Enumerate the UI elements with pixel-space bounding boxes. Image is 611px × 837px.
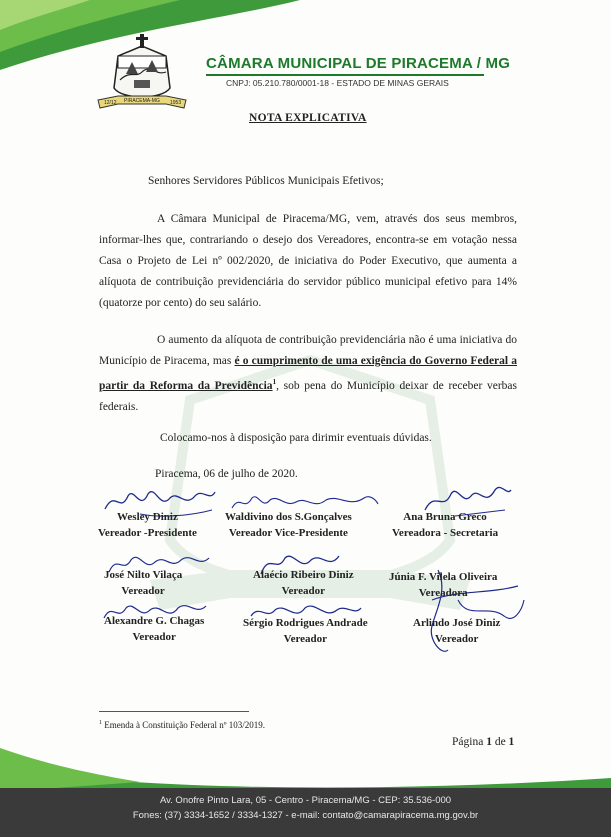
paragraph-1-text: A Câmara Municipal de Piracema/MG, vem, através dos seus membros, informar-lhes que, contrariando o desejo dos Vereadores, encontra-se em votação nessa Casa o Projeto de Lei nº 002/2020, de iniciativa do Poder Executivo, que aumenta a alíquota de contribuição previdenciária do servidor público municipal efetivo para 14% (quatorze por cento) do seu salário. (99, 213, 517, 309)
institution-subtitle: CNPJ: 05.210.780/0001-18 - ESTADO DE MINAS GERAIS (226, 78, 449, 88)
institution-title: CÂMARA MUNICIPAL DE PIRACEMA / MG (206, 55, 511, 72)
signatory-5: Alaécio Ribeiro Diniz Vereador (253, 569, 354, 597)
paragraph-2-end: , sob pena do Município deixar de receber verbas federais. (99, 379, 517, 413)
signatory-3: Ana Bruna Greco Vereadora - Secretaria (392, 511, 499, 539)
footnote-ref: 1 (272, 378, 277, 386)
paragraph-2-start: O aumento da alíquota de contribuição previdenciária não é uma iniciativa do Município de Piracema, mas (99, 334, 517, 367)
signatory-9: Arlindo José Diniz Vereador (413, 617, 501, 645)
place-date: Piracema, 06 de julho de 2020. (155, 468, 298, 480)
signatory-7: Alexandre G. Chagas Vereador (104, 615, 205, 643)
paragraph-1 (99, 209, 517, 314)
document-title: NOTA EXPLICATIVA (249, 112, 367, 124)
paragraph-2 (99, 330, 517, 418)
crest-logo-icon (96, 34, 188, 114)
signatory-1: Wesley Diniz Vereador -Presidente (98, 511, 197, 539)
footer-contact: Fones: (37) 3334-1652 / 3334-1327 - e-mail: contato@camarapiracema.mg.gov.br (132, 810, 479, 821)
cross-icon (136, 34, 148, 48)
footer-address: Av. Onofre Pinto Lara, 05 - Centro - Piracema/MG - CEP: 35.536-000 (159, 795, 452, 806)
title-underline (206, 74, 484, 76)
signatory-4: José Nilto Vilaça Vereador (104, 569, 183, 597)
footnote-separator (99, 711, 249, 712)
signatory-6: Júnia F. Vilela Oliveira Vereadora (389, 571, 498, 599)
svg-text:PIRACEMA-MG: PIRACEMA-MG (124, 98, 160, 104)
signatory-2: Waldivino dos S.Gonçalves Vereador Vice-Presidente (225, 511, 352, 539)
greeting: Senhores Servidores Públicos Municipais Efetivos; (148, 175, 384, 187)
svg-text:12/12: 12/12 (104, 100, 117, 106)
page-number: Página 1 de 1 (452, 736, 515, 748)
svg-text:1953: 1953 (170, 100, 182, 106)
paragraph-3: Colocamo-nos à disposição para dirimir eventuais dúvidas. (160, 432, 432, 444)
footer-green-swoosh (0, 748, 611, 792)
footnote: $^1$ Emenda à Constituição Federal nº 103/2019. (99, 720, 266, 730)
paragraph-2-emphasis: é o cumprimento de uma exigência do Governo Federal a partir da Reforma da Previdência (99, 355, 517, 392)
signatory-8: Sérgio Rodrigues Andrade Vereador (243, 617, 368, 645)
